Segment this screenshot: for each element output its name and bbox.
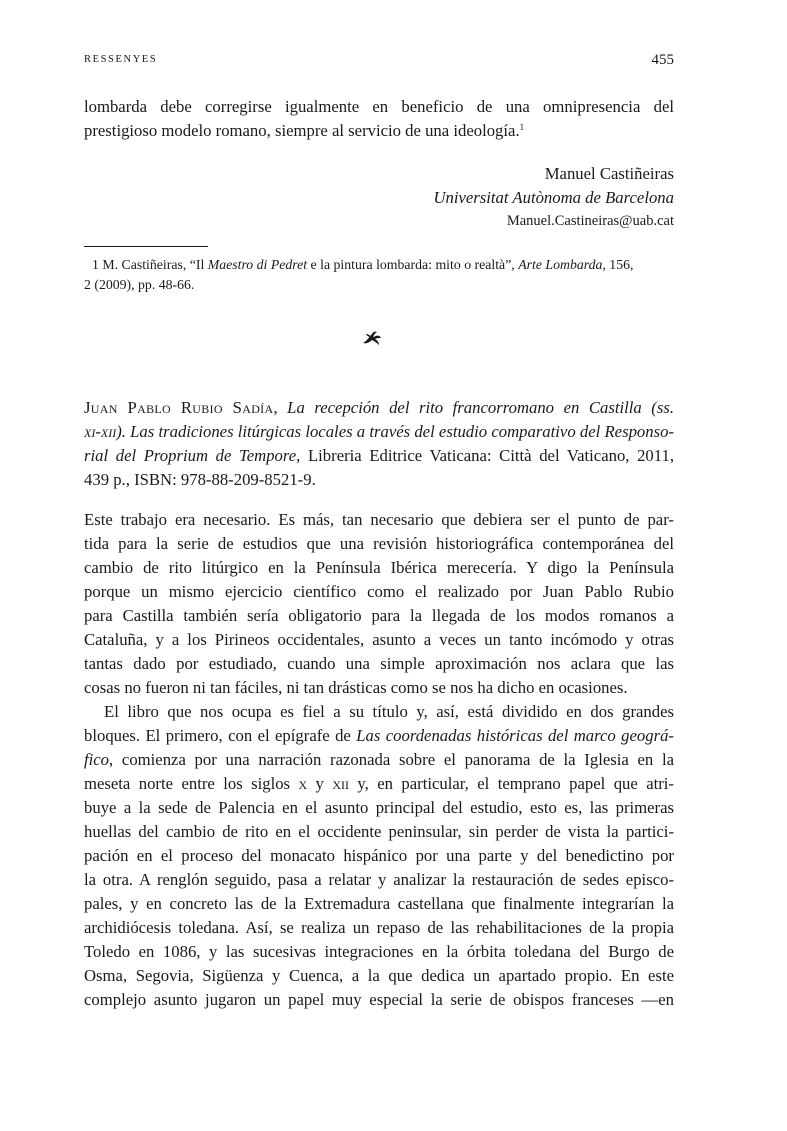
text-line: archidiócesis toledana. Así, se realiza un repaso de las rehabilitaciones de la propia	[84, 918, 674, 937]
footnote-line	[84, 255, 674, 275]
citation-line	[84, 444, 674, 468]
footnote-work-title: Maestro di Pedret	[207, 257, 308, 272]
text-run: ,	[273, 398, 288, 417]
section-title: fico	[84, 750, 110, 769]
reviewed-title: ). Las tradiciones litúrgicas locales a través del estudio comparativo del Responso-	[116, 422, 674, 441]
paragraph-1	[84, 508, 674, 700]
text-line: tantas dado por estudiado, cuando una simple aproximación nos aclara que las	[84, 654, 674, 673]
footnote-text: M. Castiñeiras, “Il	[102, 257, 208, 272]
text-run: bloques. El primero, con el epígrafe de	[84, 726, 357, 745]
signature-affiliation: Universitat Autònoma de Barcelona	[433, 188, 674, 207]
publisher-info: , Libreria Editrice Vaticana: Città del Vaticano, 2011,	[296, 446, 675, 465]
text-line: lombarda debe corregirse igualmente en beneficio de una omnipresencia del	[84, 97, 674, 116]
text-line: El libro que nos ocupa es fiel a su título y, así, está dividido en dos grandes	[104, 702, 674, 721]
text-line: Cataluña, y a los Pirineos occidentales, asunto a veces un tanto incómodo y otras	[84, 630, 674, 649]
reviewed-title: rial del Proprium de Tempore	[84, 446, 297, 465]
reviewed-title: La recepción del rito francorromano en Castilla (ss.	[287, 398, 675, 417]
running-title: RESSENYES	[84, 54, 158, 65]
text-line	[84, 119, 674, 143]
text-line: huellas del cambio de rito en el occidente peninsular, sin perder de vista la partici-	[84, 822, 674, 841]
text-line: complejo asunto jugaron un papel muy especial la serie de obispos franceses —en	[84, 990, 674, 1009]
signature-block	[433, 162, 674, 232]
footnote	[84, 255, 674, 295]
citation-line	[84, 396, 674, 420]
text-line: la otra. A renglón seguido, pasa a relatar y analizar la restauración de sedes episco-	[84, 870, 674, 889]
text-line: cambio de rito litúrgico en la Península Ibérica merecería. Y digo la Península	[84, 558, 674, 577]
footnote-line: 2 (2009), pp. 48-66.	[84, 277, 195, 292]
text-run: y	[307, 774, 333, 793]
running-header	[84, 52, 674, 72]
review-body	[84, 508, 674, 1012]
text-run: y, en particular, el temprano papel que atri-	[348, 774, 674, 793]
text-line: pación en el proceso del monacato hispánico por una parte y del benedictino por	[84, 846, 674, 865]
text-line: cosas no fueron ni tan fáciles, ni tan drásticas como se nos ha dicho en ocasiones.	[84, 678, 628, 697]
text-run: meseta norte entre los siglos	[84, 774, 299, 793]
century-numeral: xii	[332, 774, 349, 793]
text-line	[84, 724, 674, 748]
paragraph-2	[84, 700, 674, 1012]
text-line: Este trabajo era necesario. Es más, tan necesario que debiera ser el punto de par-	[84, 510, 674, 529]
section-title: Las coordenadas históricas del marco geográ-	[356, 726, 674, 745]
text-line	[84, 748, 674, 772]
citation-line	[84, 420, 674, 444]
centuries: xi-xii	[84, 422, 117, 441]
footnote-text: 156,	[605, 257, 634, 272]
text-run: , comienza por una narración razonada sobre el panorama de la Iglesia en la	[109, 750, 674, 769]
footnote-text: e la pintura lombarda: mito o realtà”,	[307, 257, 519, 272]
text-line: Toledo en 1086, y las sucesivas integraciones en la órbita toledana del Burgo de	[84, 942, 674, 961]
text-line: pales, y en concreto las de la Extremadura castellana que finalmente integrarían la	[84, 894, 674, 913]
text-line: tida para la serie de estudios que una revisión historiográfica contemporánea del	[84, 534, 674, 553]
signature-email[interactable]: Manuel.Castineiras@uab.cat	[506, 213, 674, 229]
reviewed-author: Juan Pablo Rubio Sadía	[84, 398, 274, 417]
fleuron-icon	[361, 329, 383, 347]
footnote-journal: Arte Lombarda,	[518, 257, 606, 272]
signature-name: Manuel Castiñeiras	[544, 164, 674, 183]
continuation-paragraph	[84, 95, 674, 143]
text-line: buye a la sede de Palencia en el asunto principal del estudio, esto es, las primeras	[84, 798, 674, 817]
footnote-ref[interactable]: 1	[519, 122, 525, 132]
text-line: Osma, Segovia, Sigüenza y Cuenca, a la que dedica un apartado propio. En este	[84, 966, 674, 985]
century-numeral: x	[298, 774, 308, 793]
text-line	[84, 772, 674, 796]
page-number: 455	[651, 52, 674, 68]
text-run: prestigioso modelo romano, siempre al servicio de una ideología.	[84, 121, 520, 140]
page	[84, 0, 674, 1131]
footnote-number: 1	[92, 257, 99, 272]
text-line: para Castilla también sería obligatorio para la llegada de los modos romanos a	[84, 606, 674, 625]
citation-line: 439 p., ISBN: 978-88-209-8521-9.	[84, 470, 316, 489]
text-line: porque un mismo ejercicio científico como el realizado por Juan Pablo Rubio	[84, 582, 674, 601]
footnote-rule	[84, 246, 208, 247]
review-citation	[84, 396, 674, 492]
